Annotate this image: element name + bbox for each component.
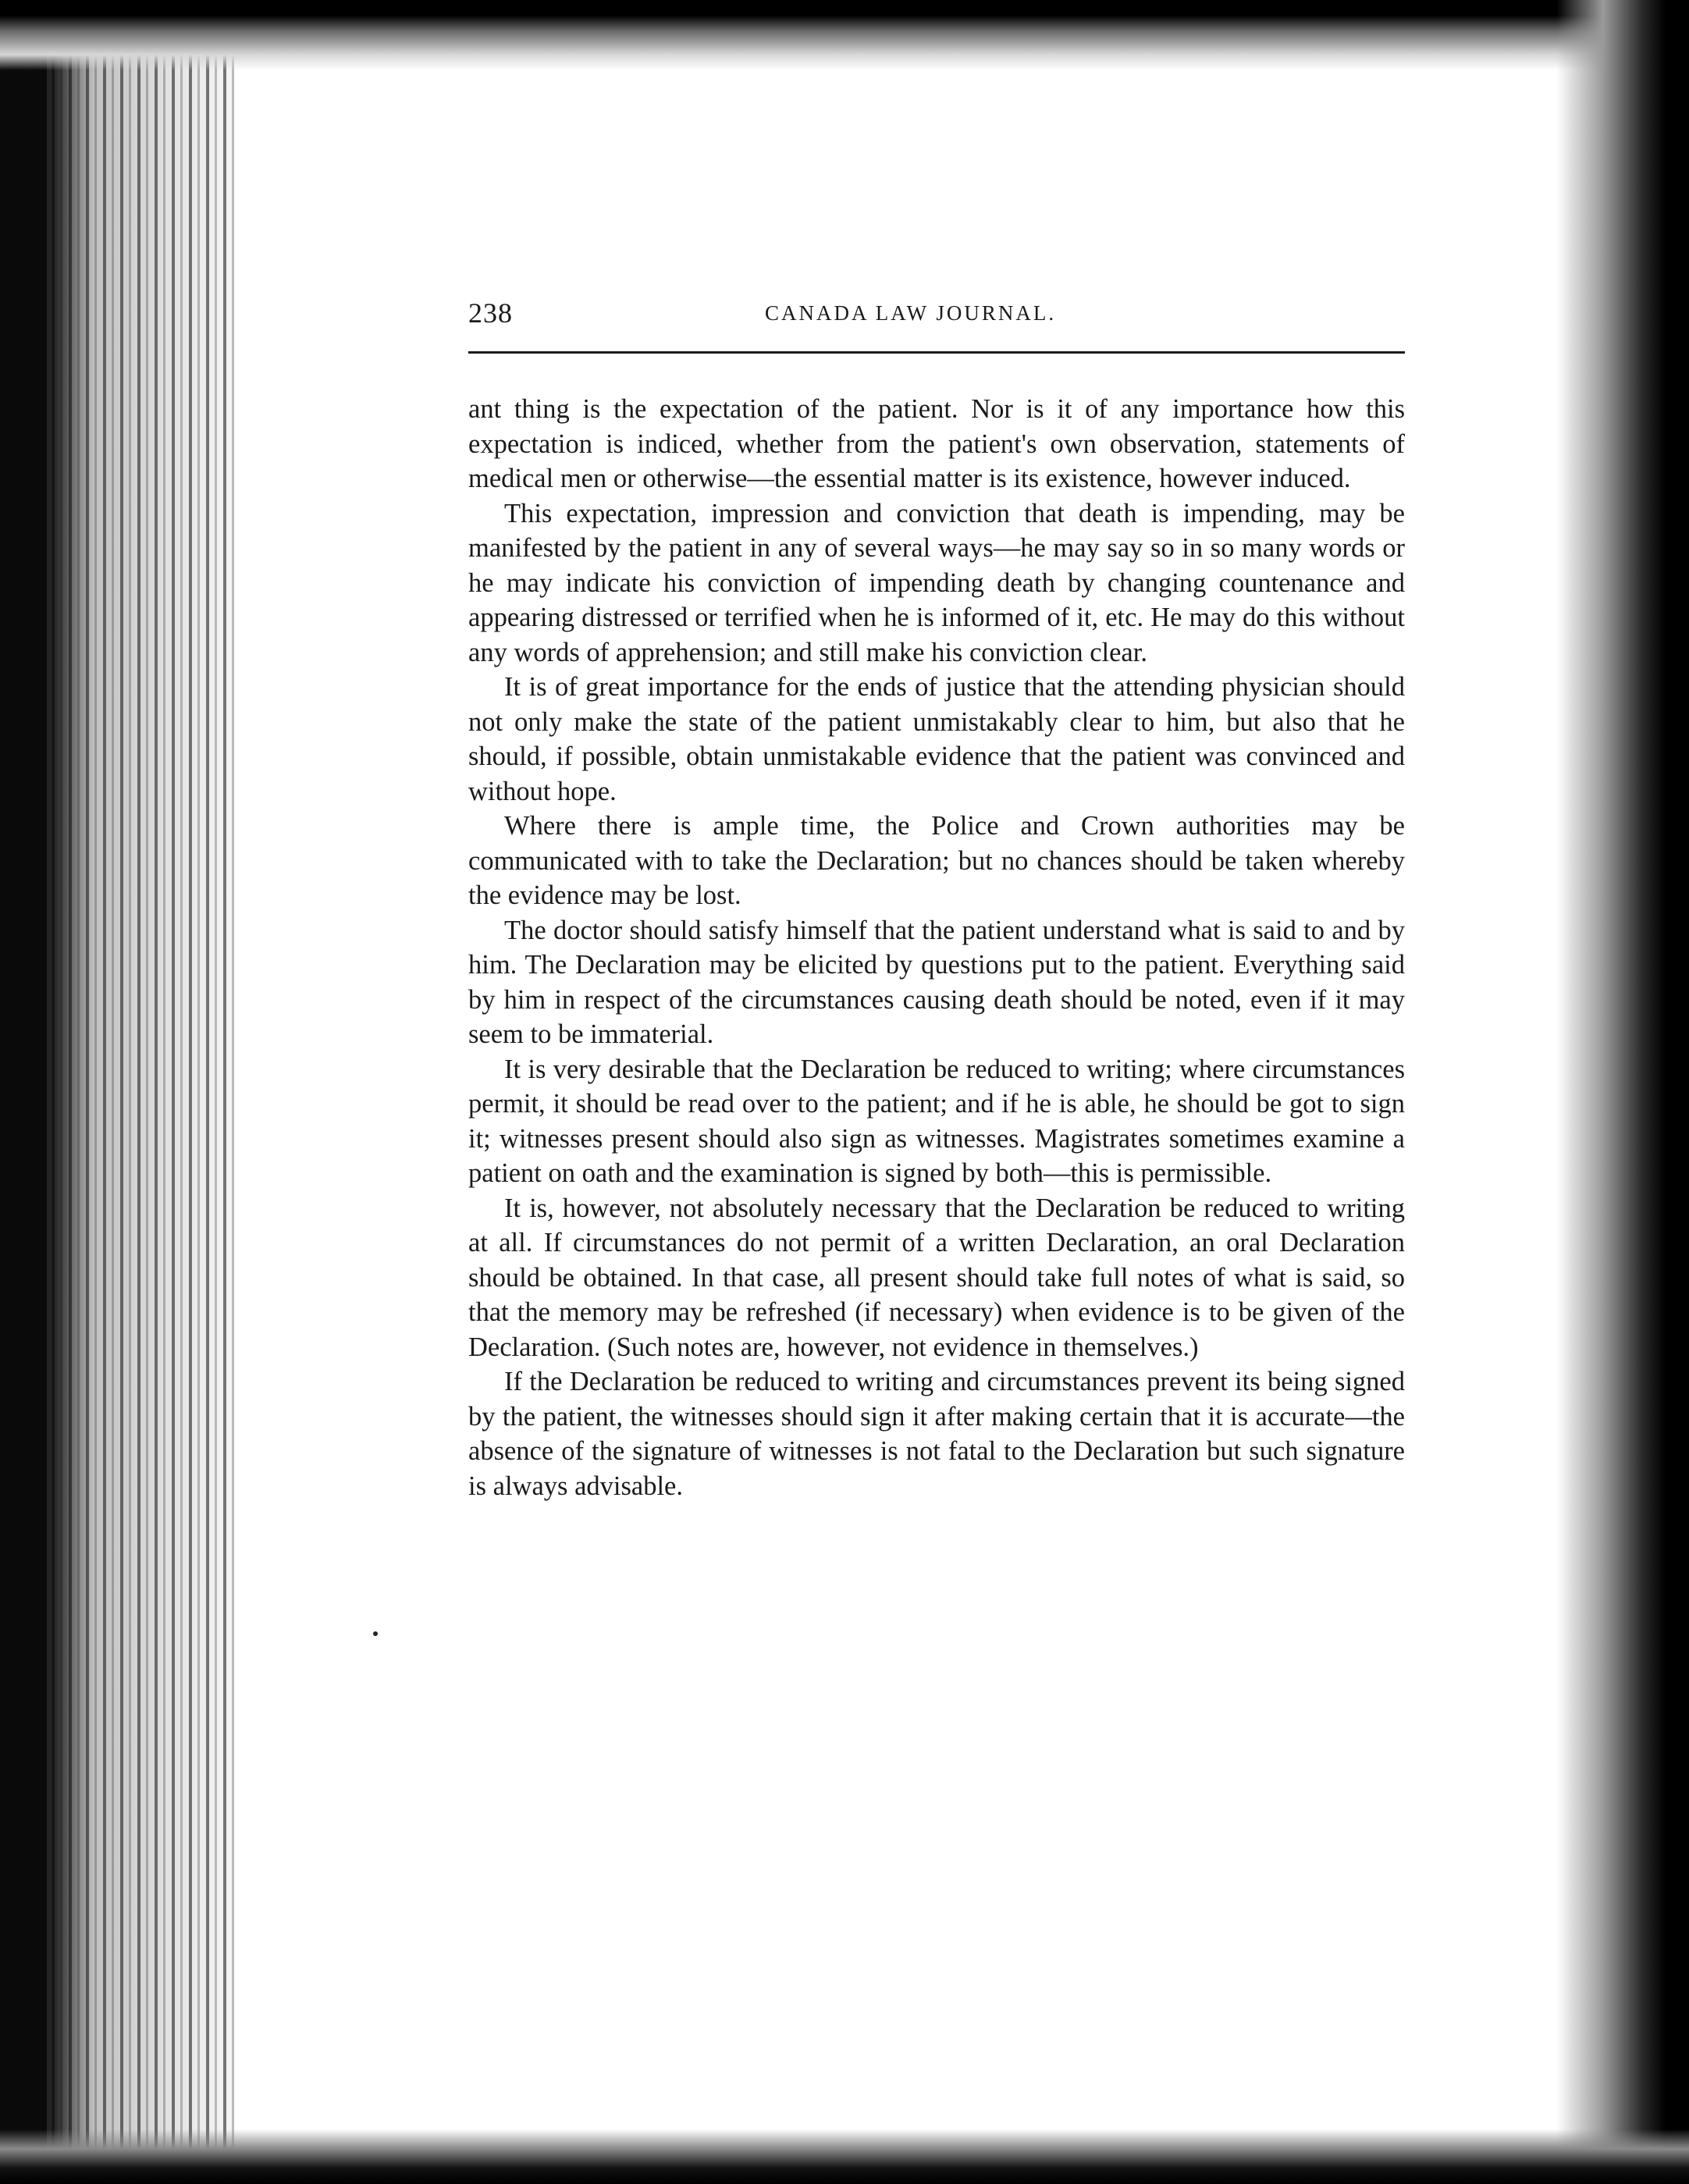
page-number: 238 [468, 297, 513, 329]
scan-border-top [0, 0, 1689, 70]
body-text [468, 392, 1405, 1503]
paragraph: ant thing is the expectation of the patient. Nor is it of any importance how this expectation is indiced, whether from the patient's own observation, statements of medical men or otherwise—the essential matter is its existence, however induced. [468, 394, 1405, 493]
scan-border-right [1556, 0, 1689, 2184]
paragraph: It is, however, not absolutely necessary that the Declaration be reduced to writing at all. If circumstances do not permit of a written Declaration, an oral Declaration should be obtained. In that case, all present should take full notes of what is said, so that the memory may be refreshed (if necessary) when evidence is to be given of the Declaration. (Such notes are, however, not evidence in themselves.) [468, 1193, 1405, 1362]
paragraph: It is very desirable that the Declaration be reduced to writing; where circumstances permit, it should be read over to the patient; and if he is able, he should be got to sign it; witnesses present should also sign as witnesses. Magistrates sometimes examine a patient on oath and the examination is signed by both—this is permissible. [468, 1054, 1405, 1188]
scan-edge-left [0, 0, 47, 2184]
scan-speck [373, 1631, 378, 1636]
header-rule [468, 351, 1405, 354]
paragraph: It is of great importance for the ends of justice that the attending physician should not only make the state of the patient unmistakably clear to him, but also that he should, if possible, obtain unmistakable evidence that the patient was convinced and without hope. [468, 672, 1405, 806]
paragraph: If the Declaration be reduced to writing and circumstances prevent its being signed by the patient, the witnesses should sign it after making certain that it is accurate—the absence of the signature of witnesses is not fatal to the Declaration but such signature is always advisable. [468, 1367, 1405, 1501]
paragraph: This expectation, impression and conviction that death is impending, may be manifested by the patient in any of several ways—he may say so in so many words or he may indicate his conviction of impending death by changing countenance and appearing distressed or terrified when he is informed of it, etc. He may do this without any words of apprehension; and still make his conviction clear. [468, 498, 1405, 667]
running-head: CANADA LAW JOURNAL. [765, 301, 1057, 325]
page-header [468, 297, 1405, 343]
journal-page [468, 297, 1405, 1501]
scan-border-bottom [0, 2129, 1689, 2184]
paragraph: Where there is ample time, the Police and Crown authorities may be communicated with to take the Declaration; but no chances should be taken whereby the evidence may be lost. [468, 811, 1405, 910]
paragraph: The doctor should satisfy himself that the patient understand what is said to and by him. The Declaration may be elicited by questions put to the patient. Everything said by him in respect of the circumstances causing death should be noted, even if it may seem to be immaterial. [468, 915, 1405, 1049]
